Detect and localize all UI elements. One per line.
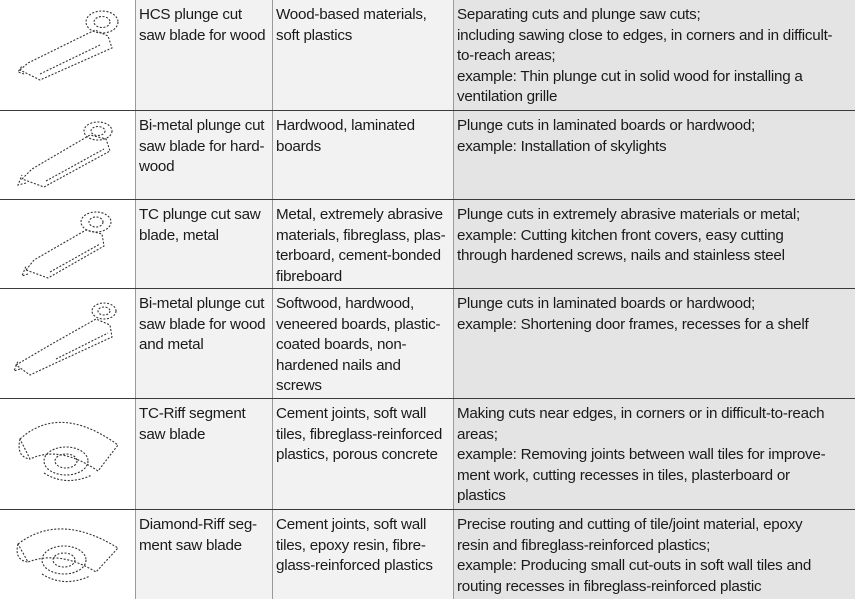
blade-name: TC plunge cut saw blade, metal [139, 206, 261, 244]
blade-application: Plunge cuts in extremely abrasive materials or metal; example: Cutting kitchen front covers, easy cutting through hardened screws, nails and stainless steel [457, 206, 800, 264]
blade-name: Diamond-Riff seg- ment saw blade [139, 516, 257, 554]
table-row [0, 510, 855, 599]
blade-materials: Hardwood, laminated boards [276, 117, 415, 155]
bimetal-plunge-blade-wood-icon [0, 111, 135, 199]
tc-plunge-blade-metal-icon [0, 200, 135, 288]
table-row [0, 399, 855, 510]
blade-materials: Wood-based materials, soft plastics [276, 6, 427, 44]
blade-name: Bi-metal plunge cut saw blade for hard- wood [139, 117, 265, 175]
blade-materials: Metal, extremely abrasive materials, fibreglass, plas- terboard, cement-bonded fibreboard [276, 206, 446, 285]
blade-materials: Cement joints, soft wall tiles, epoxy resin, fibre- glass-reinforced plastics [276, 516, 433, 574]
blade-application: Making cuts near edges, in corners or in difficult-to-reach areas; example: Removing joints between wall tiles for improve- ment work, cutting recesses in tiles, plasterboard or plastics [457, 405, 826, 504]
blade-application: Plunge cuts in laminated boards or hardwood; example: Installation of skylights [457, 117, 756, 155]
table-row [0, 0, 855, 111]
bimetal-plunge-blade-wood-metal-icon [0, 289, 135, 398]
blade-application: Precise routing and cutting of tile/joint material, epoxy resin and fibreglass-reinforced plastics; example: Producing small cut-outs in soft wall tiles and routing recesses in fibreglass-reinforced plastic [457, 516, 812, 595]
table-row [0, 289, 855, 399]
blade-materials: Cement joints, soft wall tiles, fibreglass-reinforced plastics, porous concrete [276, 405, 443, 463]
blade-materials: Softwood, hardwood, veneered boards, plastic- coated boards, non- hardened nails and screws [276, 295, 441, 394]
tc-riff-segment-blade-icon [0, 399, 135, 509]
table-row [0, 111, 855, 200]
blade-name: Bi-metal plunge cut saw blade for wood and metal [139, 295, 266, 353]
diamond-riff-segment-blade-icon [0, 510, 135, 599]
blade-name: TC-Riff segment saw blade [139, 405, 246, 443]
blade-name: HCS plunge cut saw blade for wood [139, 6, 266, 44]
hcs-plunge-blade-icon [0, 0, 135, 110]
table-row [0, 200, 855, 289]
blade-application: Separating cuts and plunge saw cuts; including sawing close to edges, in corners and in difficult- to-reach areas; example: Thin plunge cut in solid wood for installing a ventilation grille [457, 6, 833, 105]
blade-application: Plunge cuts in laminated boards or hardwood; example: Shortening door frames, recesses for a shelf [457, 295, 809, 333]
